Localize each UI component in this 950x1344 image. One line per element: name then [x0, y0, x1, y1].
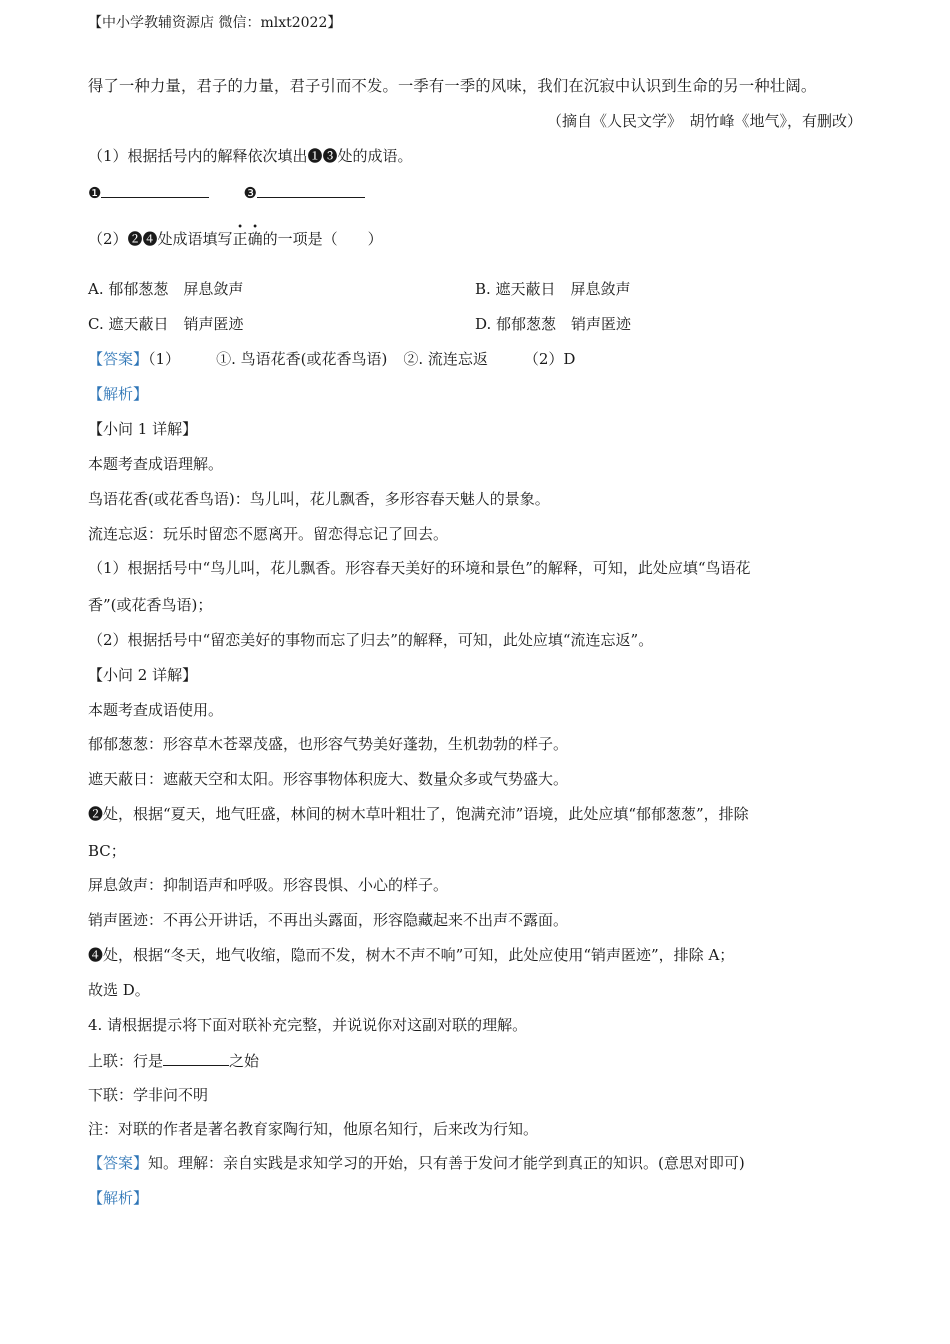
blank-1-label: ❶ [88, 184, 102, 202]
paragraph: 故选 D。 [88, 981, 150, 999]
answer-item-2: ②. 流连忘返 [403, 350, 488, 368]
paragraph: 本题考查成语理解。 [88, 455, 224, 473]
analysis-tag: 【解析】 [88, 385, 149, 403]
sub-question-2-title: 【小问 2 详解】 [88, 666, 198, 684]
question-1-prompt: （1）根据括号内的解释依次填出❶❸处的成语。 [88, 147, 413, 165]
couplet-upper: 上联：行是 之始 [88, 1052, 260, 1070]
blank-3 [257, 182, 365, 198]
paragraph: 郁郁葱葱：形容草木苍翠茂盛，也形容气势美好蓬勃，生机勃勃的样子。 [88, 735, 569, 753]
answer-line: 【答案】（1） ①. 鸟语花香(或花香鸟语) ②. 流连忘返 （2）D [88, 350, 576, 368]
couplet-lower: 下联：学非问不明 [88, 1086, 209, 1104]
option-c: C. 遮天蔽日 销声匿迹 [88, 315, 244, 333]
emphasis-char: 确 [247, 230, 263, 248]
paragraph: 遮天蔽日：遮蔽天空和太阳。形容事物体积庞大、数量众多或气势盛大。 [88, 770, 569, 788]
option-d: D. 郁郁葱葱 销声匿迹 [475, 315, 632, 333]
page-header: 【中小学教辅资源店 微信：mlxt2022】 [88, 15, 342, 31]
blank-1 [101, 182, 209, 198]
paragraph: （1）根据括号中“鸟儿叫，花儿飘香。形容春天美好的环境和景色”的解释，可知，此处应填“鸟语花 [88, 559, 751, 577]
paragraph: ❷处，根据“夏天，地气旺盛，林间的树木草叶粗壮了，饱满充沛”语境，此处应填“郁郁葱葱”，排除 [88, 805, 749, 823]
option-b: B. 遮天蔽日 屏息敛声 [475, 280, 631, 298]
option-a: A. 郁郁葱葱 屏息敛声 [88, 280, 244, 298]
question-4-title: 4. 请根据提示将下面对联补充完整，并说说你对这副对联的理解。 [88, 1016, 528, 1034]
question-1-blanks [88, 182, 365, 203]
couplet-blank [163, 1050, 229, 1066]
paragraph: 流连忘返：玩乐时留恋不愿离开。留恋得忘记了回去。 [88, 525, 449, 543]
answer-part-2: （2）D [523, 350, 576, 368]
paragraph: 香”(或花香鸟语)； [88, 596, 213, 614]
paragraph: BC； [88, 842, 126, 860]
passage-text: 得了一种力量，君子的力量，君子引而不发。一季有一季的风味，我们在沉寂中认识到生命的另一种壮阔。 [88, 77, 817, 95]
couplet-note: 注：对联的作者是著名教育家陶行知，他原名知行，后来改为行知。 [88, 1120, 539, 1138]
answer-tag: 【答案】 [88, 350, 149, 368]
paragraph: ❹处，根据“冬天，地气收缩，隐而不发，树木不声不响”可知，此处应使用“销声匿迹”，排除 A； [88, 946, 735, 964]
paragraph: 本题考查成语使用。 [88, 701, 224, 719]
blank-3-label: ❸ [243, 184, 257, 202]
analysis-tag: 【解析】 [88, 1189, 149, 1207]
emphasis-char: 正 [232, 230, 248, 248]
paragraph: 屏息敛声：抑制语声和呼吸。形容畏惧、小心的样子。 [88, 876, 449, 894]
paragraph: 销声匿迹：不再公开讲话，不再出头露面，形容隐藏起来不出声不露面。 [88, 911, 569, 929]
answer-tag: 【答案】 [88, 1154, 149, 1172]
paragraph: 鸟语花香(或花香鸟语)：鸟儿叫，花儿飘香，多形容春天魅人的景象。 [88, 490, 550, 508]
passage-source: （摘自《人民文学》 胡竹峰《地气》，有删改） [546, 112, 862, 130]
paragraph: （2）根据括号中“留恋美好的事物而忘了归去”的解释，可知，此处应填“流连忘返”。 [88, 631, 654, 649]
sub-question-1-title: 【小问 1 详解】 [88, 420, 198, 438]
question-4-answer: 【答案】知。理解：亲自实践是求知学习的开始，只有善于发问才能学到真正的知识。(意思对即可) [88, 1154, 745, 1172]
answer-item-1: ①. 鸟语花香(或花香鸟语) [216, 350, 388, 368]
question-2-prompt: （2）❷❹处成语填写正确的一项是（ ） [88, 230, 383, 248]
